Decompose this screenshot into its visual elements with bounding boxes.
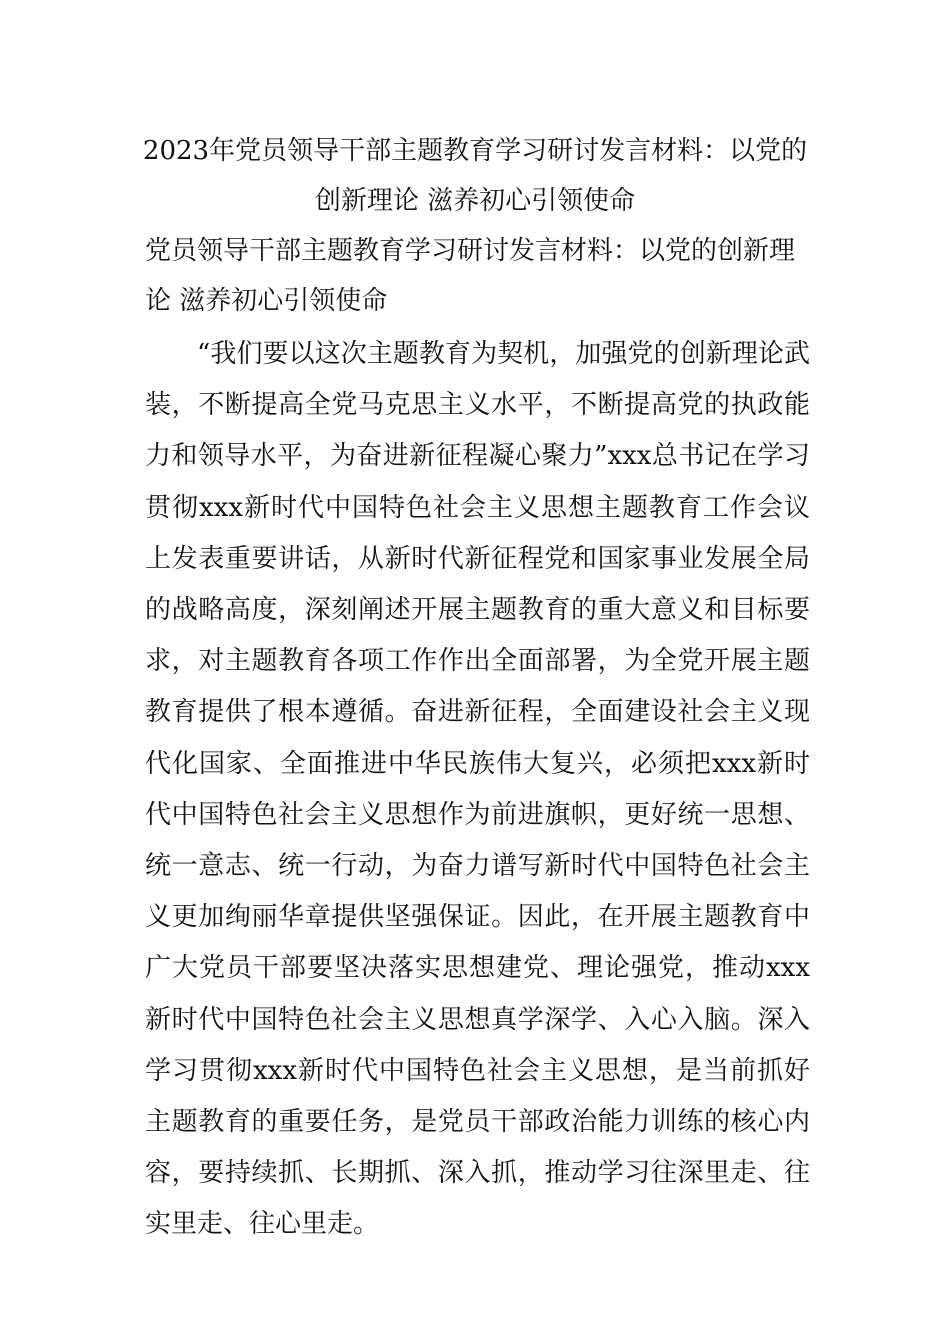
document-title-line-1: 2023年党员领导干部主题教育学习研讨发言材料：以党的 [142,136,808,166]
document-title-line-2: 创新理论 滋养初心引领使命 [314,186,636,216]
document-subtitle: 党员领导干部主题教育学习研讨发言材料：以党的创新理论 滋养初心引领使命 [145,236,796,316]
body-paragraph: “我们要以这次主题教育为契机，加强党的创新理论武装，不断提高全党马克思主义水平，不断提高党的执政能力和领导水平，为奋进新征程凝心聚力”xxx总书记在学习贯彻xxx新时代中国特色社会主义思想主题教育工作会议上发表重要讲话，从新时代新征程党和国家事业发展全局的战略高度，深刻阐述开展主题教育的重大意义和目标要求，对主题教育各项工作作出全面部署，为全党开展主题教育提供了根本遵循。奋进新征程，全面建设社会主义现代化国家、全面推进中华民族伟大复兴，必须把xxx新时代中国特色社会主义思想作为前进旗帜，更好统一思想、统一意志、统一行动，为奋力谱写新时代中国特色社会主义更加绚丽华章提供坚强保证。因此，在开展主题教育中广大党员干部要坚决落实思想建党、理论强党，推动xxx新时代中国特色社会主义思想真学深学、入心入脑。深入学习贯彻xxx新时代中国特色社会主义思想，是当前抓好主题教育的重要任务，是党员干部政治能力训练的核心内容，要持续抓、长期抓、深入抓，推动学习往深里走、往实里走、往心里走。 [145,339,810,1240]
